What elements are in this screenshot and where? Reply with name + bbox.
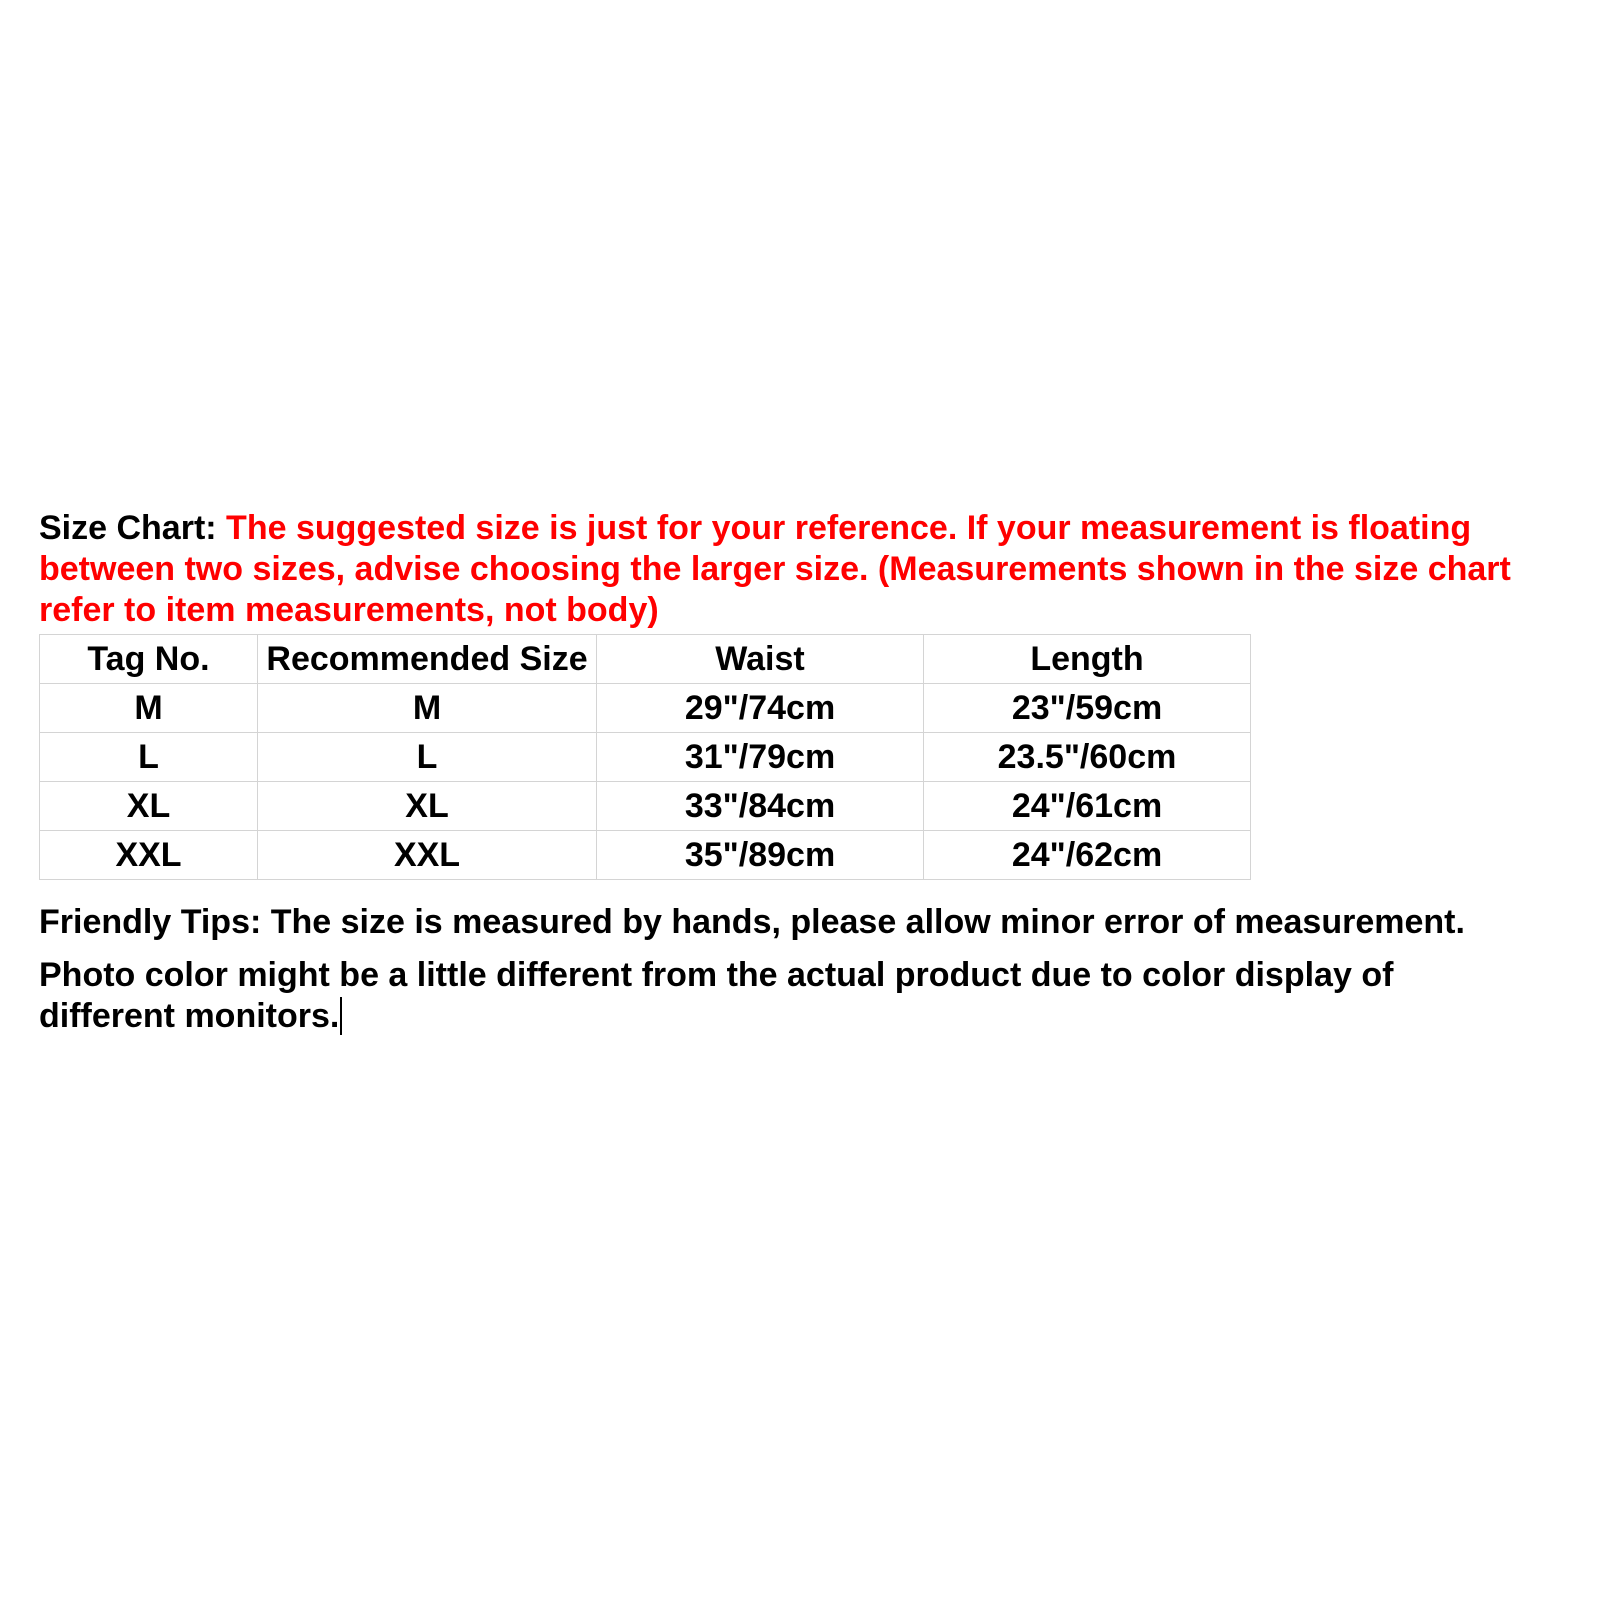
size-chart-label: Size Chart: — [39, 509, 217, 547]
cell-recommended-size: L — [258, 733, 597, 782]
text-cursor — [340, 997, 342, 1035]
size-chart-note: The suggested size is just for your reference. If your measurement is floating between two sizes, advise choosing the larger size. (Measurements shown in the size chart refer to item measurements, not body) — [39, 509, 1511, 629]
cell-tag-no: XXL — [40, 831, 258, 880]
size-chart-intro — [39, 508, 1569, 631]
friendly-tips: Friendly Tips: The size is measured by hands, please allow minor error of measurement. — [39, 903, 1465, 941]
size-chart-section — [39, 508, 1569, 1037]
cell-tag-no: XL — [40, 782, 258, 831]
cell-recommended-size: XL — [258, 782, 597, 831]
table-row — [40, 733, 1251, 782]
photo-color-note-text: Photo color might be a little different from the actual product due to color display of different monitors. — [39, 956, 1394, 1035]
cell-recommended-size: M — [258, 684, 597, 733]
cell-waist: 33"/84cm — [597, 782, 924, 831]
cell-waist: 35"/89cm — [597, 831, 924, 880]
size-table — [39, 634, 1251, 880]
header-tag-no: Tag No. — [40, 635, 258, 684]
cell-recommended-size: XXL — [258, 831, 597, 880]
cell-length: 24"/62cm — [924, 831, 1251, 880]
table-header-row — [40, 635, 1251, 684]
photo-color-note — [39, 955, 1519, 1037]
header-length: Length — [924, 635, 1251, 684]
cell-tag-no: M — [40, 684, 258, 733]
table-row — [40, 831, 1251, 880]
cell-length: 23.5"/60cm — [924, 733, 1251, 782]
header-waist: Waist — [597, 635, 924, 684]
header-recommended-size: Recommended Size — [258, 635, 597, 684]
cell-waist: 31"/79cm — [597, 733, 924, 782]
cell-length: 24"/61cm — [924, 782, 1251, 831]
cell-tag-no: L — [40, 733, 258, 782]
table-row — [40, 782, 1251, 831]
cell-length: 23"/59cm — [924, 684, 1251, 733]
cell-waist: 29"/74cm — [597, 684, 924, 733]
table-row — [40, 684, 1251, 733]
